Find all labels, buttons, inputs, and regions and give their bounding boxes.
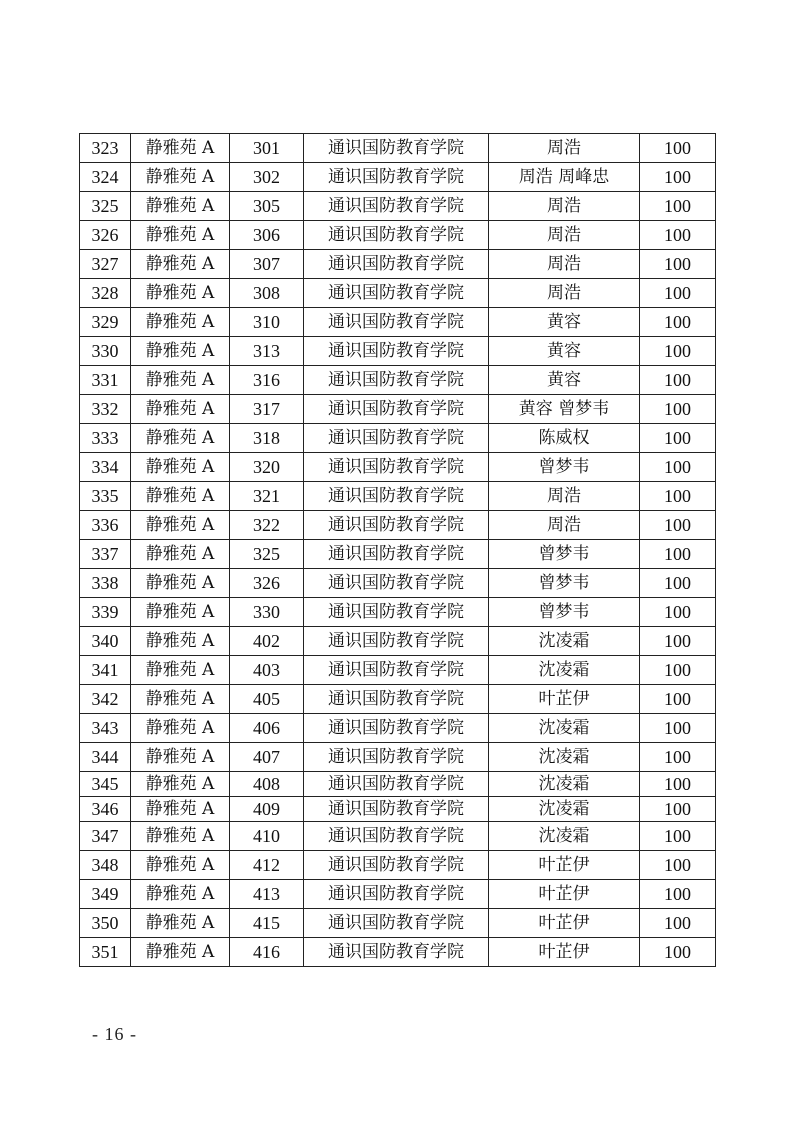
college-cell: 通识国防教育学院 [304,772,489,797]
teacher-cell: 沈凌霜 [489,743,640,772]
score-cell: 100 [640,366,716,395]
table-row [80,192,716,221]
row-number-cell: 349 [80,880,131,909]
row-number-cell: 341 [80,656,131,685]
teacher-cell: 沈凌霜 [489,656,640,685]
score-cell: 100 [640,192,716,221]
college-cell: 通识国防教育学院 [304,250,489,279]
room-cell: 410 [230,822,304,851]
teacher-cell: 沈凌霜 [489,627,640,656]
college-cell: 通识国防教育学院 [304,163,489,192]
table-row [80,685,716,714]
score-cell: 100 [640,822,716,851]
college-cell: 通识国防教育学院 [304,540,489,569]
building-cell: 静雅苑 A [131,743,230,772]
building-cell: 静雅苑 A [131,656,230,685]
row-number-cell: 350 [80,909,131,938]
teacher-cell: 曾梦韦 [489,453,640,482]
building-cell: 静雅苑 A [131,627,230,656]
row-number-cell: 336 [80,511,131,540]
table-row [80,511,716,540]
table-row [80,822,716,851]
building-cell: 静雅苑 A [131,163,230,192]
row-number-cell: 334 [80,453,131,482]
score-cell: 100 [640,714,716,743]
table-row [80,279,716,308]
table-row [80,424,716,453]
building-cell: 静雅苑 A [131,772,230,797]
teacher-cell: 曾梦韦 [489,598,640,627]
room-cell: 307 [230,250,304,279]
teacher-cell: 沈凌霜 [489,714,640,743]
room-cell: 313 [230,337,304,366]
table-body [80,134,716,967]
score-cell: 100 [640,221,716,250]
college-cell: 通识国防教育学院 [304,279,489,308]
building-cell: 静雅苑 A [131,540,230,569]
teacher-cell: 叶芷伊 [489,851,640,880]
teacher-cell: 周浩 [489,279,640,308]
score-cell: 100 [640,453,716,482]
table-row [80,366,716,395]
score-cell: 100 [640,909,716,938]
teacher-cell: 沈凌霜 [489,822,640,851]
college-cell: 通识国防教育学院 [304,822,489,851]
score-cell: 100 [640,482,716,511]
table-row [80,395,716,424]
teacher-cell: 叶芷伊 [489,880,640,909]
table-row [80,453,716,482]
college-cell: 通识国防教育学院 [304,395,489,424]
table-row [80,598,716,627]
building-cell: 静雅苑 A [131,685,230,714]
college-cell: 通识国防教育学院 [304,511,489,540]
building-cell: 静雅苑 A [131,134,230,163]
college-cell: 通识国防教育学院 [304,482,489,511]
college-cell: 通识国防教育学院 [304,308,489,337]
row-number-cell: 325 [80,192,131,221]
row-number-cell: 338 [80,569,131,598]
table-row [80,627,716,656]
teacher-cell: 陈威权 [489,424,640,453]
score-cell: 100 [640,395,716,424]
score-cell: 100 [640,250,716,279]
row-number-cell: 330 [80,337,131,366]
score-cell: 100 [640,685,716,714]
building-cell: 静雅苑 A [131,909,230,938]
room-cell: 402 [230,627,304,656]
score-cell: 100 [640,424,716,453]
row-number-cell: 328 [80,279,131,308]
building-cell: 静雅苑 A [131,714,230,743]
room-cell: 407 [230,743,304,772]
row-number-cell: 344 [80,743,131,772]
room-cell: 318 [230,424,304,453]
row-number-cell: 332 [80,395,131,424]
college-cell: 通识国防教育学院 [304,366,489,395]
building-cell: 静雅苑 A [131,880,230,909]
room-cell: 416 [230,938,304,967]
teacher-cell: 曾梦韦 [489,540,640,569]
room-cell: 403 [230,656,304,685]
room-cell: 409 [230,797,304,822]
room-cell: 326 [230,569,304,598]
row-number-cell: 323 [80,134,131,163]
row-number-cell: 342 [80,685,131,714]
row-number-cell: 337 [80,540,131,569]
building-cell: 静雅苑 A [131,308,230,337]
teacher-cell: 周浩 [489,482,640,511]
row-number-cell: 326 [80,221,131,250]
table-row [80,308,716,337]
row-number-cell: 327 [80,250,131,279]
table-row [80,743,716,772]
room-cell: 320 [230,453,304,482]
college-cell: 通识国防教育学院 [304,714,489,743]
room-cell: 322 [230,511,304,540]
score-cell: 100 [640,627,716,656]
table-row [80,938,716,967]
table-row [80,337,716,366]
row-number-cell: 345 [80,772,131,797]
college-cell: 通识国防教育学院 [304,424,489,453]
row-number-cell: 333 [80,424,131,453]
college-cell: 通识国防教育学院 [304,909,489,938]
building-cell: 静雅苑 A [131,822,230,851]
building-cell: 静雅苑 A [131,511,230,540]
teacher-cell: 曾梦韦 [489,569,640,598]
building-cell: 静雅苑 A [131,424,230,453]
teacher-cell: 周浩 [489,250,640,279]
teacher-cell: 叶芷伊 [489,685,640,714]
row-number-cell: 343 [80,714,131,743]
row-number-cell: 331 [80,366,131,395]
room-cell: 305 [230,192,304,221]
building-cell: 静雅苑 A [131,366,230,395]
teacher-cell: 周浩 [489,192,640,221]
table-row [80,880,716,909]
teacher-cell: 黄容 [489,337,640,366]
room-cell: 321 [230,482,304,511]
teacher-cell: 黄容 曾梦韦 [489,395,640,424]
table-row [80,569,716,598]
score-cell: 100 [640,337,716,366]
room-cell: 306 [230,221,304,250]
table-row [80,656,716,685]
college-cell: 通识国防教育学院 [304,453,489,482]
score-cell: 100 [640,569,716,598]
score-cell: 100 [640,938,716,967]
score-cell: 100 [640,880,716,909]
row-number-cell: 347 [80,822,131,851]
score-cell: 100 [640,163,716,192]
inspection-table-container [79,133,715,967]
teacher-cell: 沈凌霜 [489,772,640,797]
room-cell: 408 [230,772,304,797]
score-cell: 100 [640,540,716,569]
table-row [80,851,716,880]
table-row [80,221,716,250]
room-cell: 310 [230,308,304,337]
college-cell: 通识国防教育学院 [304,337,489,366]
teacher-cell: 黄容 [489,366,640,395]
score-cell: 100 [640,134,716,163]
college-cell: 通识国防教育学院 [304,851,489,880]
college-cell: 通识国防教育学院 [304,598,489,627]
college-cell: 通识国防教育学院 [304,880,489,909]
building-cell: 静雅苑 A [131,797,230,822]
score-cell: 100 [640,656,716,685]
college-cell: 通识国防教育学院 [304,192,489,221]
building-cell: 静雅苑 A [131,395,230,424]
college-cell: 通识国防教育学院 [304,569,489,598]
table-row [80,250,716,279]
table-row [80,714,716,743]
score-cell: 100 [640,743,716,772]
row-number-cell: 346 [80,797,131,822]
teacher-cell: 叶芷伊 [489,909,640,938]
building-cell: 静雅苑 A [131,598,230,627]
room-cell: 330 [230,598,304,627]
room-cell: 325 [230,540,304,569]
college-cell: 通识国防教育学院 [304,656,489,685]
college-cell: 通识国防教育学院 [304,221,489,250]
table-row [80,797,716,822]
room-cell: 316 [230,366,304,395]
teacher-cell: 周浩 [489,221,640,250]
row-number-cell: 324 [80,163,131,192]
row-number-cell: 348 [80,851,131,880]
college-cell: 通识国防教育学院 [304,134,489,163]
score-cell: 100 [640,851,716,880]
table-row [80,772,716,797]
teacher-cell: 沈凌霜 [489,797,640,822]
room-cell: 405 [230,685,304,714]
page-number: - 16 - [92,1024,137,1044]
building-cell: 静雅苑 A [131,453,230,482]
room-cell: 317 [230,395,304,424]
table-row [80,909,716,938]
room-cell: 302 [230,163,304,192]
building-cell: 静雅苑 A [131,851,230,880]
room-cell: 412 [230,851,304,880]
college-cell: 通识国防教育学院 [304,938,489,967]
row-number-cell: 340 [80,627,131,656]
building-cell: 静雅苑 A [131,482,230,511]
teacher-cell: 叶芷伊 [489,938,640,967]
score-cell: 100 [640,772,716,797]
teacher-cell: 周浩 周峰忠 [489,163,640,192]
room-cell: 406 [230,714,304,743]
building-cell: 静雅苑 A [131,279,230,308]
building-cell: 静雅苑 A [131,192,230,221]
score-cell: 100 [640,308,716,337]
room-cell: 308 [230,279,304,308]
teacher-cell: 黄容 [489,308,640,337]
teacher-cell: 周浩 [489,511,640,540]
teacher-cell: 周浩 [489,134,640,163]
table-row [80,163,716,192]
room-cell: 415 [230,909,304,938]
room-cell: 413 [230,880,304,909]
row-number-cell: 339 [80,598,131,627]
row-number-cell: 351 [80,938,131,967]
room-cell: 301 [230,134,304,163]
college-cell: 通识国防教育学院 [304,685,489,714]
score-cell: 100 [640,279,716,308]
row-number-cell: 329 [80,308,131,337]
row-number-cell: 335 [80,482,131,511]
building-cell: 静雅苑 A [131,337,230,366]
college-cell: 通识国防教育学院 [304,743,489,772]
college-cell: 通识国防教育学院 [304,797,489,822]
college-cell: 通识国防教育学院 [304,627,489,656]
building-cell: 静雅苑 A [131,250,230,279]
score-cell: 100 [640,598,716,627]
table-row [80,482,716,511]
building-cell: 静雅苑 A [131,569,230,598]
score-cell: 100 [640,511,716,540]
inspection-table [79,133,716,967]
building-cell: 静雅苑 A [131,221,230,250]
table-row [80,134,716,163]
table-row [80,540,716,569]
score-cell: 100 [640,797,716,822]
building-cell: 静雅苑 A [131,938,230,967]
